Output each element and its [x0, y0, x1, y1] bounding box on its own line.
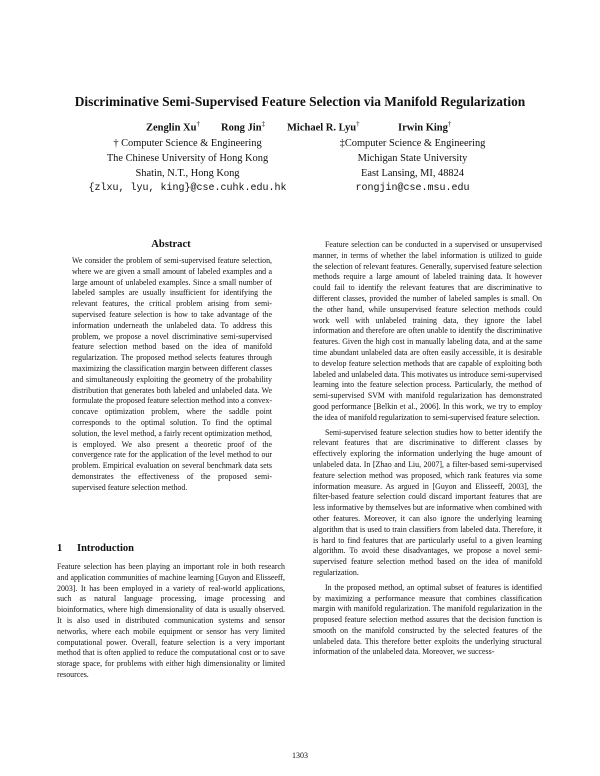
abstract-text: We consider the problem of semi-supervised feature selection, where we are given a small amount of labeled examples and a large amount of unlabeled examples. Since a small number of labeled samples are usually insufficient for identifying the relevant features, the critical problem arising from semi-supervised feature selection is how to take advantage of the information underneath the unlabeled data. To address this problem, we propose a novel discriminative semi-supervised feature selection method based on the idea of manifold regularization. The proposed method selects features through maximizing the classification margin between different classes and simultaneously exploiting the geometry of the probability distribution that generates both labeled and unlabeled data. We formulate the proposed feature selection method into a convex-concave optimization problem, where the saddle point corresponds to the optimal solution. To find the optimal solution, the level method, a fairly recent optimization method, is employed. We also present a theoretic proof of the convergence rate for the application of the level method to our problem. Empirical evaluation on several benchmark data sets demonstrates the effectiveness of the proposed semi-supervised feature selection method. — [72, 256, 272, 492]
right-column — [313, 240, 542, 658]
affiliation-right-email: rongjin@cse.msu.edu — [355, 183, 470, 194]
section-title: Introduction — [77, 543, 134, 554]
affiliation-left-university: The Chinese University of Hong Kong — [106, 153, 269, 164]
author-3: Michael R. Lyu† — [287, 120, 360, 134]
author-2: Rong Jin‡ — [221, 120, 266, 134]
author-1: Zenglin Xu† — [146, 120, 200, 134]
page-number: 1303 — [292, 751, 308, 760]
right-paragraph-2: Semi-supervised feature selection studies how to better identify the relevant features that are discriminative to different classes by effectively exploring the information underlying the huge amount of unlabeled data. In [Zhao and Liu, 2007], a filter-based semi-supervised feature selection method was proposed, which rank features via some information measure. As argued in [Guyon and Elisseeff, 2003], the filter-based feature selection could discard important features that are less informative by themselves but are informative when combined with other features. Moreover, it can also ignore the underlying learning algorithm that is used to train classifiers from labeled data. Therefore, it is hard to find features that are particularly useful to a given learning algorithm. To avoid these disadvantages, we propose a novel semi-supervised feature selection method based on the idea of manifold regularization. — [313, 427, 542, 577]
paper-title: Discriminative Semi-Supervised Feature Selection via Manifold Regularization — [74, 94, 526, 109]
intro-paragraph-1: Feature selection has been playing an important role in both research and application communities of machine learning [Guyon and Elisseeff, 2003]. It has been employed in a variety of real-world applications, such as natural language processing, image processing and bioinformatics, where high dimensionality of data is usually observed. It is also used in distributed communication systems and sensor networks, where each mobile equipment or sensor has very limited computational power. Overall, feature selection is a very important method that is often applied to reduce the computational cost or to save storage space, for problems with either high dimensionality or limited resources. — [57, 562, 285, 679]
abstract-heading: Abstract — [151, 239, 191, 250]
affiliation-left-email: {zlxu, lyu, king}@cse.cuhk.edu.hk — [88, 183, 287, 194]
right-paragraph-3: In the proposed method, an optimal subset of features is identified by maximizing a performance measure that combines classification margin with manifold regularization. The manifold regularization in the proposed feature selection method assures that the decision function is smooth on the manifold constructed by the selected features of the unlabeled data. This therefore better exploits the underlying structural information of the unlabeled data. Moreover, we success- — [313, 582, 542, 657]
abstract-body — [72, 256, 272, 494]
section-number: 1 — [57, 543, 63, 554]
affiliation-left-dept: † Computer Science & Engineering — [113, 138, 262, 149]
affiliation-left-address: Shatin, N.T., Hong Kong — [135, 168, 240, 179]
affiliation-right — [305, 136, 520, 196]
affiliation-right-dept: ‡Computer Science & Engineering — [339, 138, 486, 149]
affiliation-right-university: Michigan State University — [357, 153, 468, 164]
affiliation-left — [80, 136, 295, 196]
right-paragraph-1: Feature selection can be conducted in a supervised or unsupervised manner, in terms of whether the label information is utilized to guide the selection of relevant features. Generally, supervised feature selection methods require a large amount of labeled training data. It however could fail to identify the relevant features that are discriminative to different classes, provided the number of labeled samples is small. On the other hand, while unsupervised feature selection methods could work well with unlabeled training data, they ignore the label information and therefore are often unable to identify the discriminative features. Given the high cost in manually labeling data, and at the same time abundant unlabeled data are often easily accessible, it is desirable to develop feature selection methods that are capable of exploiting both labeled and unlabeled data. This motivates us introduce semi-supervised learning into the feature selection process. Particularly, the method of semi-supervised SVM with manifold regularization has demonstrated good performance [Belkin et al., 2006]. In this work, we try to employ the idea of manifold regularization to semi-supervised feature selection. — [313, 240, 542, 422]
author-4: Irwin King† — [398, 120, 452, 134]
affiliation-right-address: East Lansing, MI, 48824 — [360, 168, 465, 179]
section-heading-introduction — [57, 543, 134, 554]
intro-body — [57, 562, 285, 681]
